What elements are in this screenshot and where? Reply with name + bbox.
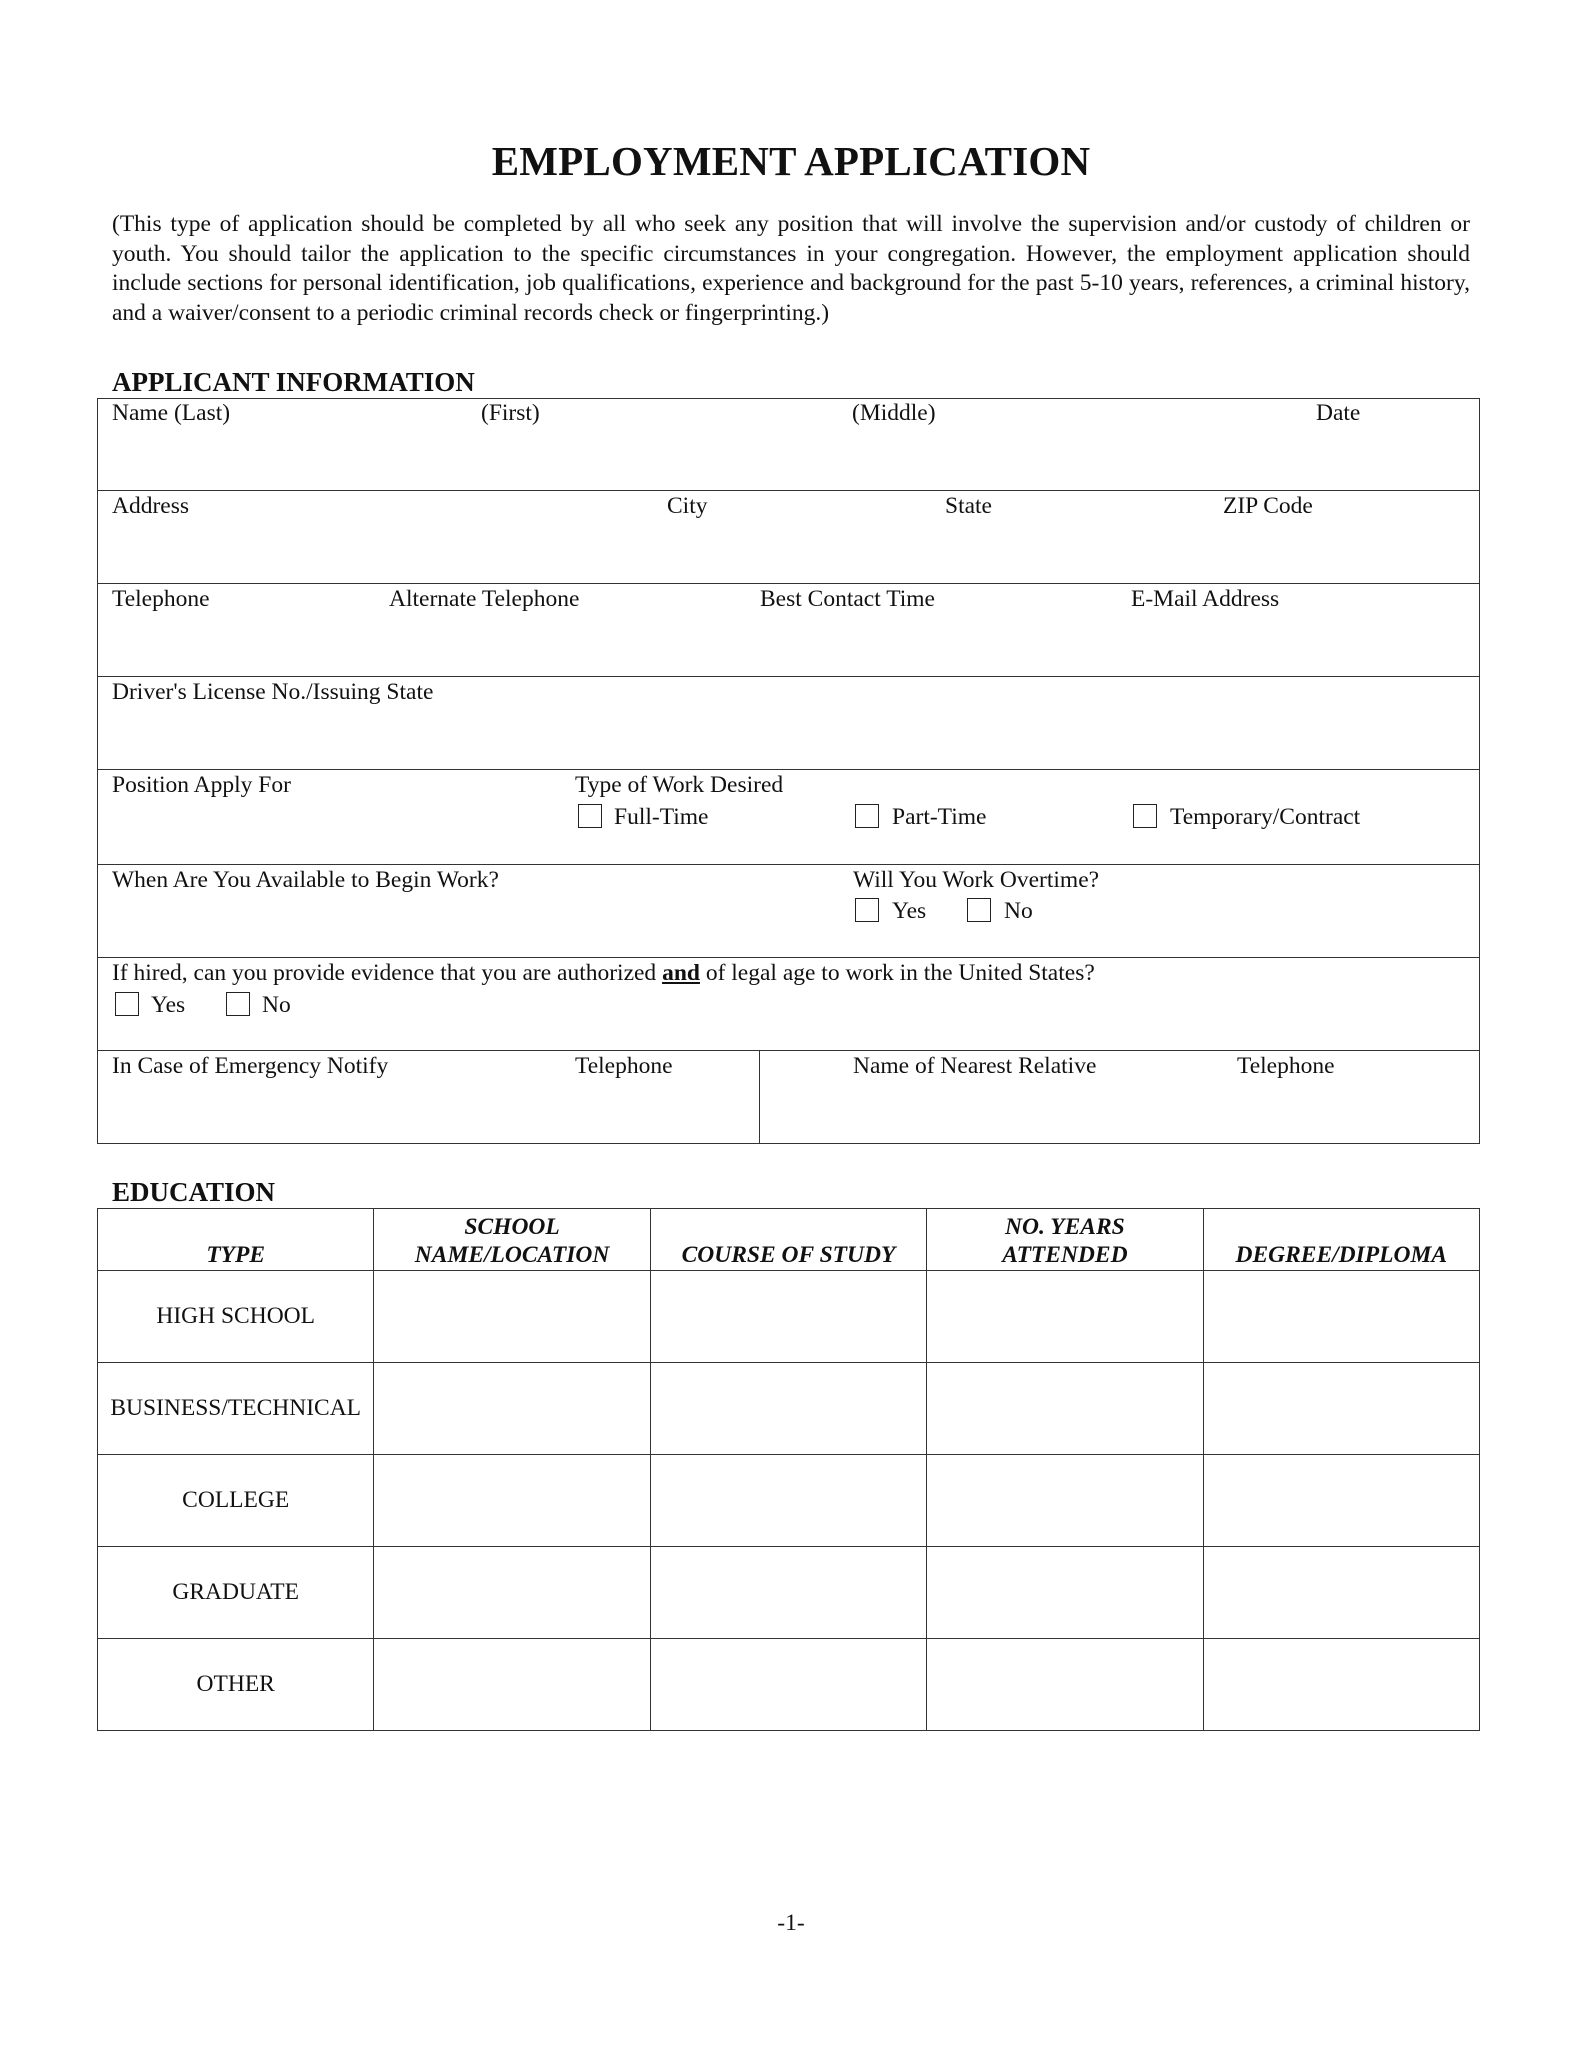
- row-divider: [97, 490, 1480, 491]
- years-cell[interactable]: [927, 1363, 1203, 1455]
- course-cell[interactable]: [650, 1455, 926, 1547]
- table-row: [98, 1455, 1480, 1547]
- education-section-title: EDUCATION: [112, 1177, 276, 1207]
- table-row: [98, 1639, 1480, 1731]
- course-cell[interactable]: [650, 1547, 926, 1639]
- degree-cell[interactable]: [1203, 1363, 1479, 1455]
- header-years: NO. YEARS ATTENDED: [927, 1209, 1203, 1271]
- degree-cell[interactable]: [1203, 1271, 1479, 1363]
- course-cell[interactable]: [650, 1271, 926, 1363]
- row-divider: [97, 864, 1480, 865]
- relative-label: Name of Nearest Relative: [853, 1053, 1097, 1079]
- school-cell[interactable]: [374, 1547, 650, 1639]
- table-row: [98, 1271, 1480, 1363]
- name-middle-label: (Middle): [852, 400, 936, 426]
- years-cell[interactable]: [927, 1271, 1203, 1363]
- intro-paragraph: (This type of application should be completed by all who seek any position that will involve the supervision and/or custody of children or youth. You should tailor the application to the specific circumstances in your congregation. However, the employment application should include sections for personal identification, job qualifications, experience and background for the past 5-10 years, references, a criminal history, and a waiver/consent to a periodic criminal records check or fingerprinting.): [112, 211, 1470, 326]
- school-cell[interactable]: [374, 1639, 650, 1731]
- alt-telephone-label: Alternate Telephone: [389, 586, 580, 612]
- authorized-yes-label: Yes: [151, 992, 186, 1018]
- education-type-cell: BUSINESS/TECHNICAL: [98, 1363, 374, 1455]
- emergency-telephone-label: Telephone: [575, 1053, 673, 1079]
- school-cell[interactable]: [374, 1363, 650, 1455]
- page-title: EMPLOYMENT APPLICATION: [491, 138, 1091, 184]
- authorized-text-pre: If hired, can you provide evidence that you are authorized: [112, 960, 657, 986]
- city-label: City: [667, 493, 708, 519]
- relative-telephone-label: Telephone: [1237, 1053, 1335, 1079]
- address-label: Address: [112, 493, 190, 519]
- drivers-license-label: Driver's License No./Issuing State: [112, 679, 434, 705]
- years-cell[interactable]: [927, 1455, 1203, 1547]
- header-school: SCHOOL NAME/LOCATION: [374, 1209, 650, 1271]
- row-divider: [97, 676, 1480, 677]
- header-type: TYPE: [98, 1209, 374, 1271]
- course-cell[interactable]: [650, 1639, 926, 1731]
- available-label: When Are You Available to Begin Work?: [112, 867, 499, 893]
- education-table: [97, 1208, 1480, 1731]
- part-time-checkbox[interactable]: [855, 804, 879, 828]
- row-divider: [97, 769, 1480, 770]
- row-divider: [97, 583, 1480, 584]
- applicant-section-title: APPLICANT INFORMATION: [112, 367, 475, 397]
- page-number: -1-: [777, 1910, 805, 1936]
- name-last-label: Name (Last): [112, 400, 231, 426]
- table-row: [98, 1363, 1480, 1455]
- school-cell[interactable]: [374, 1455, 650, 1547]
- overtime-no-label: No: [1004, 898, 1033, 924]
- emergency-label: In Case of Emergency Notify: [112, 1053, 389, 1079]
- authorized-no-label: No: [262, 992, 291, 1018]
- column-divider: [759, 1050, 760, 1143]
- education-type-cell: GRADUATE: [98, 1547, 374, 1639]
- degree-cell[interactable]: [1203, 1639, 1479, 1731]
- overtime-yes-label: Yes: [892, 898, 927, 924]
- education-type-cell: OTHER: [98, 1639, 374, 1731]
- degree-cell[interactable]: [1203, 1547, 1479, 1639]
- education-type-cell: HIGH SCHOOL: [98, 1271, 374, 1363]
- full-time-label: Full-Time: [614, 804, 709, 830]
- best-contact-time-label: Best Contact Time: [760, 586, 935, 612]
- overtime-yes-checkbox[interactable]: [855, 898, 879, 922]
- overtime-no-checkbox[interactable]: [967, 898, 991, 922]
- overtime-label: Will You Work Overtime?: [853, 867, 1100, 893]
- telephone-label: Telephone: [112, 586, 210, 612]
- education-header-row: [98, 1209, 1480, 1271]
- table-row: [98, 1547, 1480, 1639]
- authorized-text-post: of legal age to work in the United States?: [705, 960, 1095, 986]
- authorized-text-and: and: [662, 960, 700, 986]
- authorized-no-checkbox[interactable]: [226, 992, 250, 1016]
- part-time-label: Part-Time: [892, 804, 987, 830]
- temporary-checkbox[interactable]: [1133, 804, 1157, 828]
- row-divider: [97, 1050, 1480, 1051]
- years-cell[interactable]: [927, 1639, 1203, 1731]
- years-cell[interactable]: [927, 1547, 1203, 1639]
- work-type-label: Type of Work Desired: [575, 772, 784, 798]
- name-first-label: (First): [481, 400, 540, 426]
- degree-cell[interactable]: [1203, 1455, 1479, 1547]
- email-label: E-Mail Address: [1131, 586, 1280, 612]
- date-label: Date: [1316, 400, 1361, 426]
- zip-label: ZIP Code: [1223, 493, 1313, 519]
- temporary-label: Temporary/Contract: [1170, 804, 1361, 830]
- header-course: COURSE OF STUDY: [650, 1209, 926, 1271]
- course-cell[interactable]: [650, 1363, 926, 1455]
- education-type-cell: COLLEGE: [98, 1455, 374, 1547]
- authorized-question: [112, 960, 1095, 987]
- full-time-checkbox[interactable]: [578, 804, 602, 828]
- school-cell[interactable]: [374, 1271, 650, 1363]
- position-label: Position Apply For: [112, 772, 291, 798]
- row-divider: [97, 957, 1480, 958]
- state-label: State: [945, 493, 992, 519]
- authorized-yes-checkbox[interactable]: [115, 992, 139, 1016]
- header-degree: DEGREE/DIPLOMA: [1203, 1209, 1479, 1271]
